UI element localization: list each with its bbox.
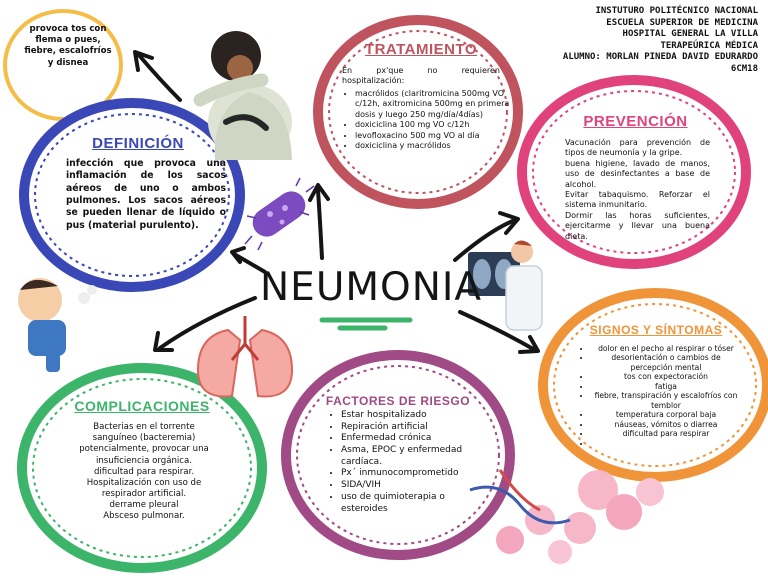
- signos-item: [591, 439, 741, 448]
- prevencion-title: PREVENCIÓN: [583, 113, 688, 130]
- signos-item: • dificultad para respirar: [591, 429, 741, 438]
- signos-title: SIGNOS Y SÍNTOMAS: [589, 323, 723, 337]
- school-name: ESCUELA SUPERIOR DE MEDICINA: [606, 17, 758, 28]
- complicaciones-line: dificultad para respirar.: [93, 466, 195, 477]
- central-title: NEUMONIA: [260, 265, 483, 310]
- prevencion-body: [565, 138, 710, 242]
- symptoms-note: provoca tos con flema o pues, fiebre, escalofríos y disnea: [24, 24, 112, 68]
- prevencion-line: Dormir las horas suficientes, ejercitarme y llevar una buena dieta.: [565, 210, 710, 241]
- factores-item: • Enfermedad crónica: [341, 433, 491, 445]
- tratamiento-title: TRATAMIENTO: [364, 41, 478, 58]
- institution-name: INSTUTURO POLITÉCNICO NACIONAL: [595, 6, 758, 16]
- signos-item: • fatiga: [591, 382, 741, 391]
- complicaciones-line: Absceso pulmonar.: [103, 511, 185, 522]
- complicaciones-title: COMPLICACIONES: [74, 398, 210, 414]
- signos-item: • tos con expectoración: [591, 372, 741, 381]
- prevencion-line: buena higiene, lavado de manos, uso de desinfectantes a base de alcohol.: [565, 158, 710, 189]
- tratamiento-item: • levofloxacino 500 mg VO al día: [355, 131, 515, 141]
- factores-item: • Px´ inmunocomprometido: [341, 468, 491, 480]
- tratamiento-item: • doxiciclina y macrólidos: [355, 141, 515, 151]
- tratamiento-list: [344, 89, 515, 151]
- signos-item: • desorientación o cambios de percepción mental: [591, 353, 741, 372]
- complicaciones-line: Bacterias en el torrente sanguíneo (bacteremia): [92, 422, 196, 444]
- bacteria-illustration: [245, 178, 314, 250]
- hospital-name: HOSPITAL GENERAL LA VILLA: [622, 29, 758, 40]
- factores-item: • uso de quimioterapia o esteroides: [341, 492, 491, 515]
- group-code: 6CM18: [730, 63, 758, 74]
- subject-name: TERAPEÚRICA MÉDICA: [660, 40, 758, 51]
- definicion-body: infección que provoca una inflamación de los sacos aéreos de uno o ambos pulmones. Los sacos aéreos se pueden llenar de líquido o pus (material purulento).: [66, 158, 226, 231]
- factores-item: • Asma, EPOC y enfermedad cardíaca.: [341, 445, 491, 468]
- factores-item: • SIDA/VIH: [341, 480, 491, 492]
- signos-item: • fiebre, transpiración y escalofríos con temblor: [591, 391, 741, 410]
- factores-item: • Repiración artificial: [341, 422, 491, 434]
- prevencion-line: Vacunación para prevención de tipos de neumonía y la gripe.: [565, 138, 710, 158]
- signos-item: • dolor en el pecho al respirar o tóser: [591, 344, 741, 353]
- coughing-person-illustration: [200, 31, 292, 160]
- factores-item: • Estar hospitalizado: [341, 410, 491, 422]
- title-underline: [322, 320, 410, 328]
- tratamiento-item: • macrólidos (claritromicina 500mg VO c/12h, axitromicina 500mg en primera dosis y luego 250 mg/día/4días): [355, 89, 515, 120]
- complicaciones-line: derrame pleural: [109, 500, 179, 511]
- signos-item: • náuseas, vómitos o diarrea: [591, 420, 741, 429]
- student-name: ALUMNO: MORLAN PINEDA DAVID EDURARDO: [562, 52, 758, 63]
- signos-item: • temperatura corporal baja: [591, 410, 741, 419]
- prevencion-line: Evitar tabaquismo. Reforzar el sistema inmunitario.: [565, 189, 710, 210]
- factores-title: FACTORES DE RIESGO: [325, 394, 471, 408]
- signos-list: [580, 344, 741, 448]
- factores-list: [330, 410, 491, 515]
- complicaciones-line: potencialmente, provocar una insuficiencia orgánica.: [79, 444, 209, 466]
- sick-child-illustration: [18, 278, 97, 372]
- complicaciones-line: Hospitalización con uso de respirador artificial.: [86, 477, 202, 500]
- alveoli-illustration: [470, 470, 664, 564]
- tratamiento-intro: En px'que no requieren hospitalización:: [342, 66, 500, 86]
- lungs-illustration: [198, 316, 292, 396]
- complicaciones-body: [70, 422, 218, 523]
- tratamiento-item: • doxiciclina 100 mg VO c/12h: [355, 120, 515, 130]
- header-info: [563, 6, 758, 75]
- definicion-title: DEFINICIÓN: [92, 135, 184, 152]
